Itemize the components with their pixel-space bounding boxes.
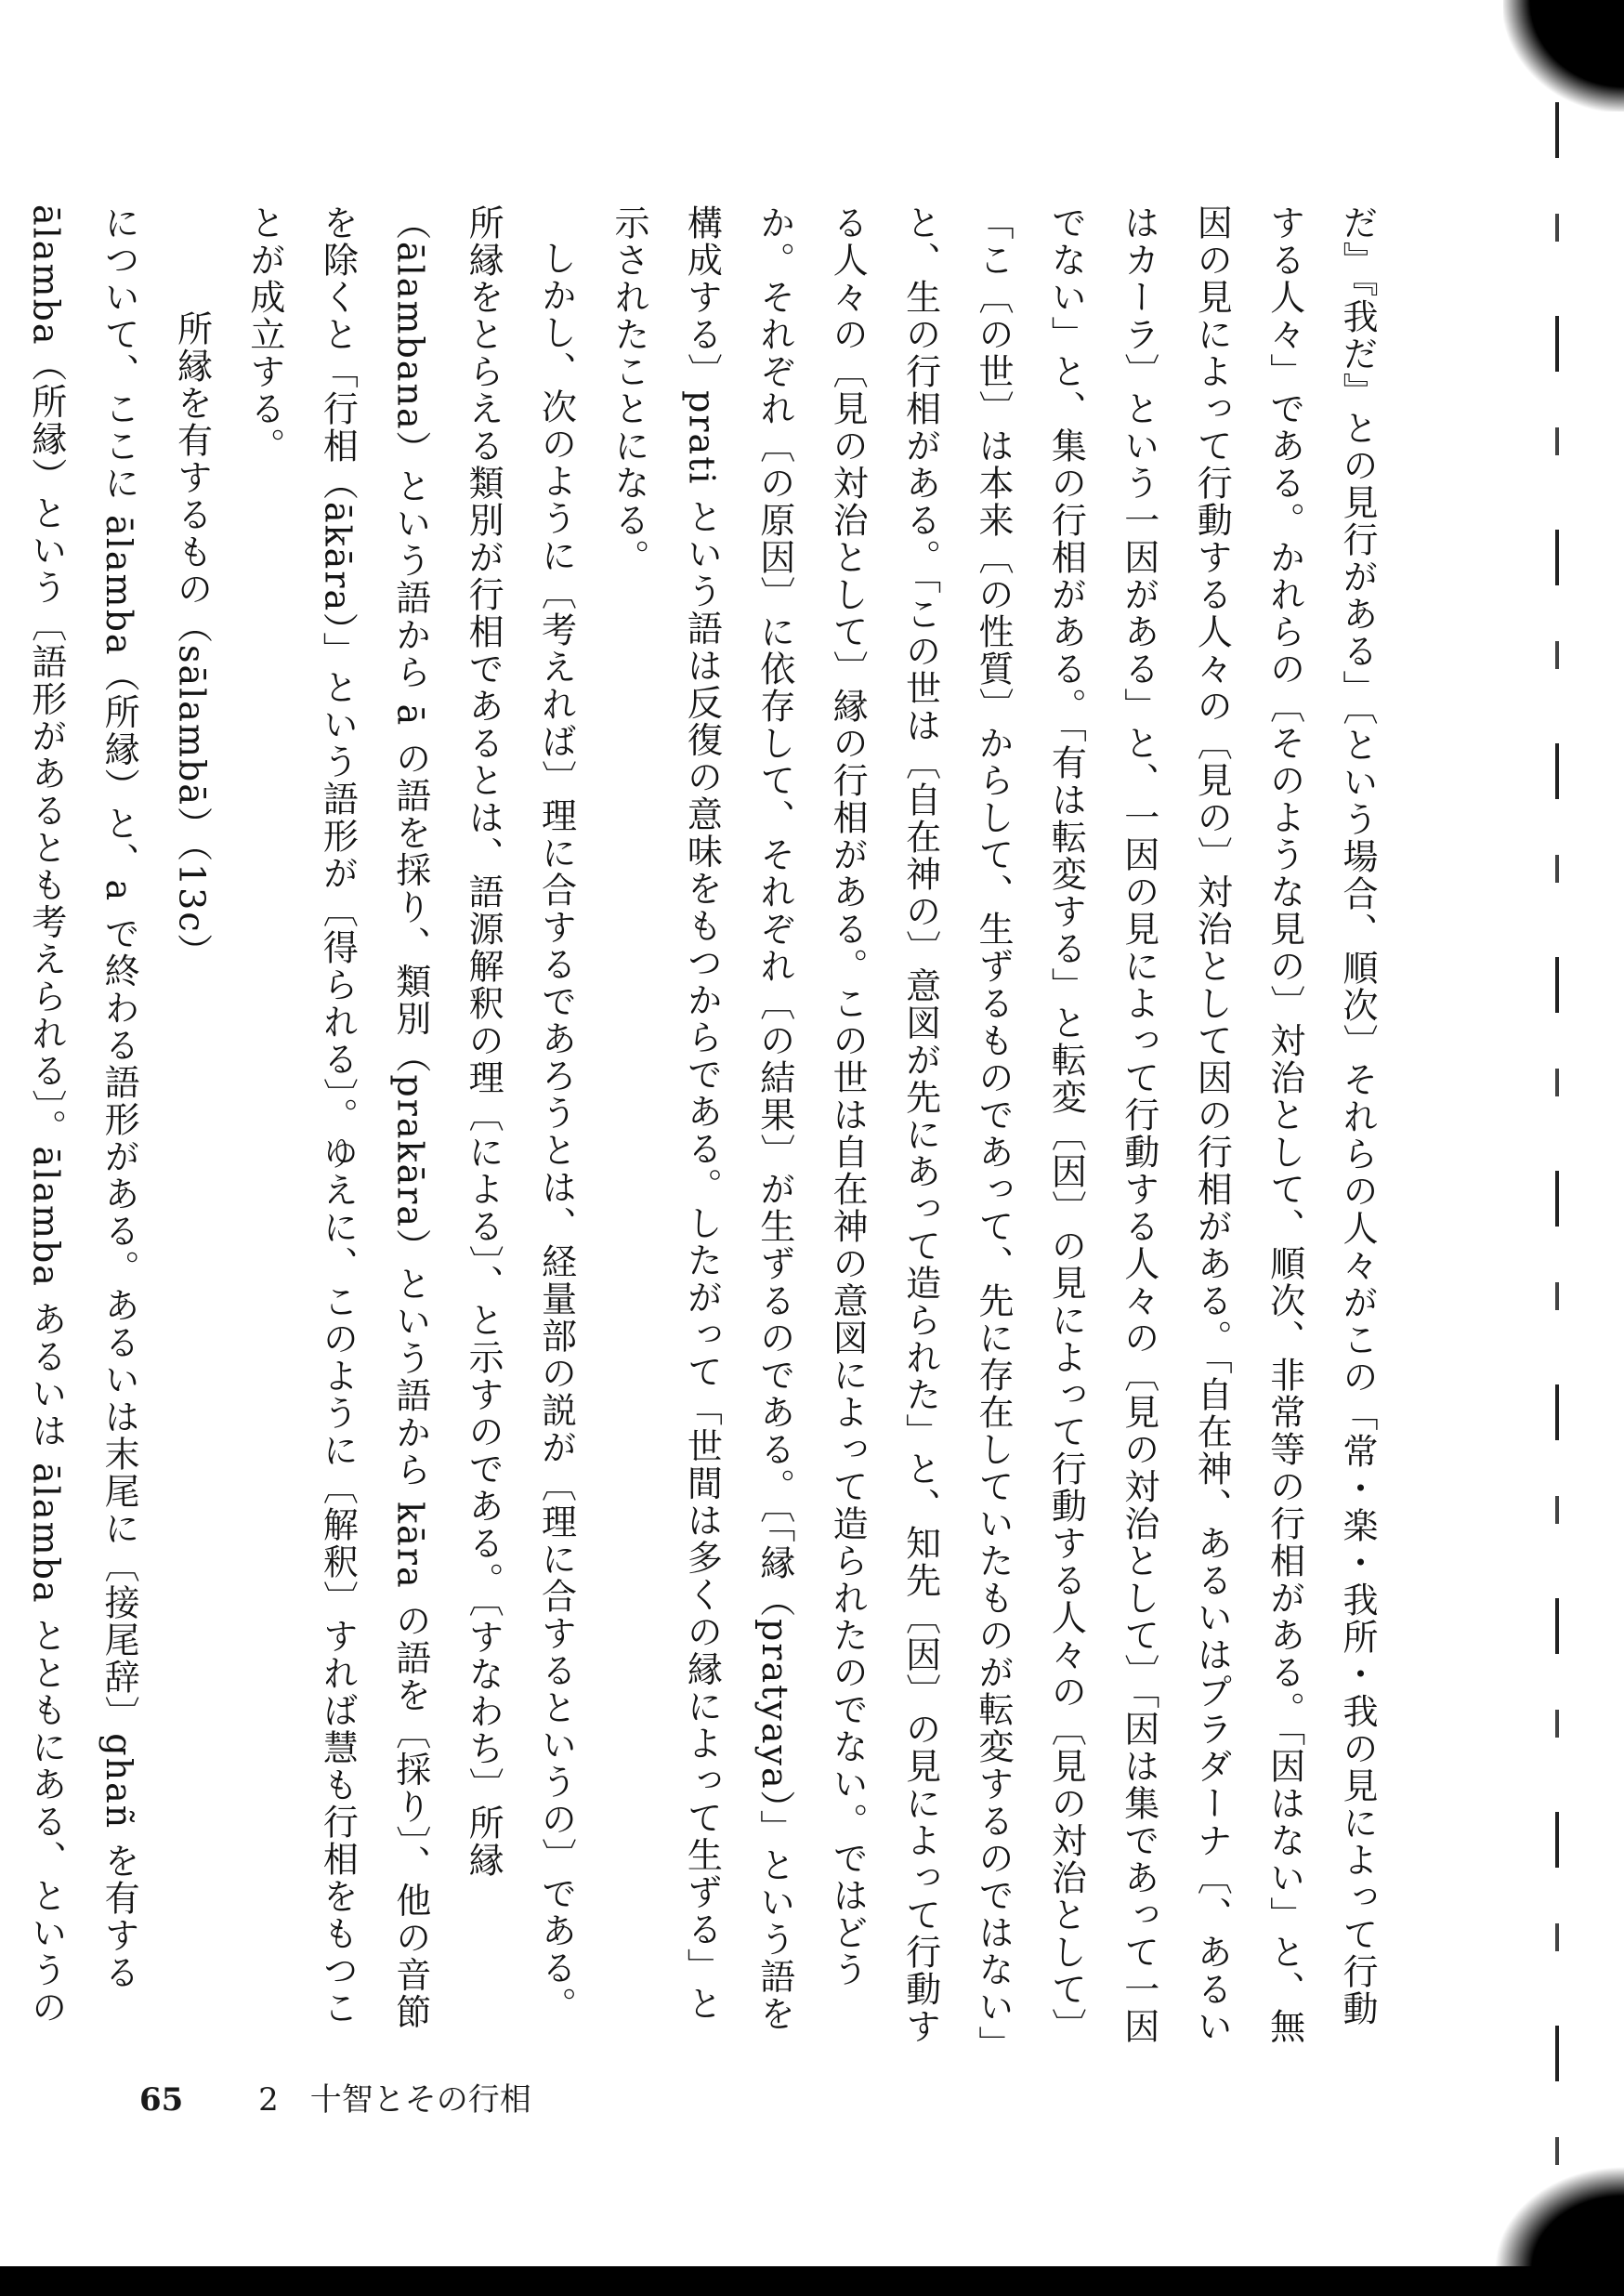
scan-ink-blot-top [1503,0,1624,112]
paragraph-3: について、ここに ālamba（所縁）と、a で終わる語形がある。あるいは末尾に〔接尾辞〕ghañ を有する ālamba（所縁）という〔語形があるとも考えられる〕。ālamba あるいは ālamba とともにある、というの [25,204,140,2027]
page-footer [139,2074,531,2119]
running-head: 2 十智とその行相 [258,2081,531,2119]
scan-page-edge [1555,102,1559,2174]
paragraph-1: だ』『我だ』との見行がある」〔という場合、順次〕それらの人々がこの「常・楽・我所・我の見によって行動する人々」である。かれらの〔そのような見の〕対治として、順次、非常等の行相がある。「因はない」と、無因の見によって行動する人々の〔見の〕対治として因の行相がある。「自在神、あるいはプラダーナ〔、あるいはカーラ〕という一因がある」と、一因の見によって行動する人々の〔見の対治として〕「因は集であって一因でない」と、集の行相がある。「有は転変する」と転変〔因〕の見によって行動する人々の〔見の対治として〕「こ〔の世〕は本来〔の性質〕からして、生ずるものであって、先に存在していたものが転変するのではない」と、生の行相がある。「この世は〔自在神の〕意図が先にあって造られた」と、知先〔因〕の見によって行動する人々の〔見の対治として〕縁の行相がある。この世は自在神の意図によって造られたのでない。ではどうか。それぞれ〔の原因〕に依存して、それぞれ〔の結果〕が生ずるのである。〔「縁（pratyaya）」という語を構成する〕prati という語は反復の意味をもつからである。したがって「世間は多くの縁によって生ずる」と示されたことになる。 [608,204,1378,2045]
page-number: 65 [139,2081,184,2119]
paragraph-2: しかし、次のように〔考えれば〕理に合するであろうとは、経量部の説が〔理に合するというの〕である。所縁をとらえる類別が行相であるとは、語源解釈の理〔による〕、と示すのである。〔すなわち〕所縁（ālambana）という語から ā の語を採り、類別（prakāra）という語から kāra の語を〔採り〕、他の音節を除くと「行相（ākāra）」という語形が〔得られる〕。ゆえに、このように〔解釈〕すれば慧も行相をもつことが成立する。 [243,204,577,2031]
verse-quote: 所縁を有するもの（sālambā）（13c） [171,310,213,971]
scan-ink-blot-bottom [1494,2166,1624,2268]
body-text [25,204,1394,2053]
scan-bottom-border [0,2266,1624,2296]
